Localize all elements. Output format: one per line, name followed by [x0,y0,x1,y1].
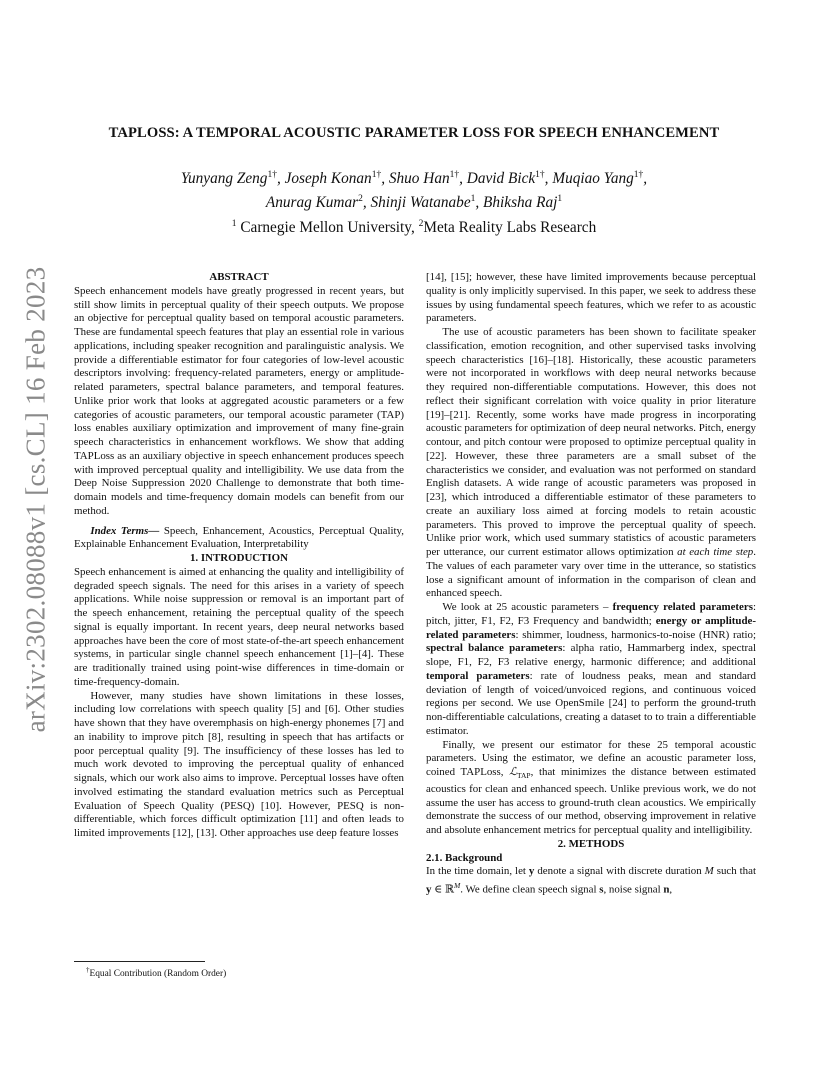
index-terms-text: Speech, Enhancement, Acoustics, Perceptual Quality, Explainable Enhancement Evaluation, Interpretability [74,524,404,551]
author-mark: 1† [535,170,545,180]
intro-paragraph: However, many studies have shown limitations in these losses, including low correlations with speech quality [5] and [6]. Other studies have shown that they have overemphasis on high-energy phonemes [7] and an inability to improve pitch [8], resulting in speech that has artifacts or poor perceptual quality [9]. The insufficiency of these losses has led to much work devoted to improving the perceptual quality of enhanced signals, which our work also aims to improve. Perceptual losses have often involved estimating the standard evaluation metrics such as Perceptual Evaluation of Speech Quality (PESQ) [10]. However, PESQ is non-differentiable, which forces difficult optimization [11] and often leads to limited improvements [12], [13]. Other approaches use deep feature losses [74,689,404,839]
intro-text: : alpha ratio, Hammarberg index, spectral slope, F1, F2, F3 relative energy, harmonic difference; and additional [426,642,756,668]
abstract-heading: ABSTRACT [209,271,269,283]
abstract-text: Speech enhancement models have greatly progressed in recent years, but still show limits in perceptual quality of their speech outputs. We propose an objective for perceptual quality based on temporal acoustic parameters. These are fundamental speech features that play an essential role in various applications, including speaker recognition and paralinguistic analysis. We provide a differentiable estimator for four categories of low-level acoustic descriptors involving: frequency-related parameters, energy or amplitude-related parameters, spectral balance parameters, and temporal features. Unlike prior work that looks at aggregated acoustic parameters or a few categories of acoustic parameters, our temporal acoustic parameter (TAP) loss enables auxiliary optimization and improvement of many fine-grain speech characteristics in enhancement workflows. We show that adding TAPLoss as an auxiliary objective in speech enhancement produces speech with improved perceptual quality and intelligibility. We use data from the Deep Noise Suppression 2020 Challenge to demonstrate that both time-domain models and time-frequency domain models can benefit from our method. [74,284,404,517]
intro-bold-term: frequency related parameters [612,601,753,613]
index-terms-label: Index Terms— [90,524,160,537]
author-name: Muqiao Yang [552,170,634,188]
footnote-mark: † [86,966,90,974]
author-mark: 1† [633,170,644,180]
loss-symbol-sub: TAP [517,771,531,781]
index-terms [74,525,404,553]
methods-text: denote a signal with discrete duration [534,865,705,878]
intro-text: The use of acoustic parameters has been shown to facilitate speaker classification, emotion recognition, and other supervised tasks involving speech characteristics [16]–[18]. Historically, these acoustic parameters were not incorporated in workflows with deep neural networks because they required non-differentiable computations. However, this does not reflect their significant correlation with voice quality in prior literature [19]–[21]. Recently, some works have made progress in incorporating acoustic parameters for optimization of deep neural networks. Pitch, energy contour, and pitch contour were proposed to optimize perceptual quality in [22]. However, these three parameters are a small subset of the characteristics we consider, and evaluation was not performed on standard English datasets. A wide range of acoustic parameters was proposed in [23], which introduced a differentiable estimator of these parameters to create an auxiliary loss aimed at forcing models to retain acoustic parameters. This proved to improve the perceptual quality of speech. Unlike prior work, which used summary statistics of acoustic parameters per utterance, our current estimator allows optimization [426,326,756,558]
intro-paragraph: Speech enhancement is aimed at enhancing the quality and intelligibility of degraded speech signals. The need for this arises in a variety of speech applications. While noise suppression or removal is an important part of the speech enhancement, retaining the perceptual quality of the speech signal is equally important. In recent years, deep neural networks based approaches have been the core of most state-of-the-art speech enhancement systems, in particular single channel speech enhancement [1]–[4]. These are traditionally trained using point-wise differences in time-domain or time-frequency-domain. [74,565,404,688]
intro-text: , that minimizes the distance between estimated acoustics for clean and enhanced speech. Unlike previous work, we do not assume the user has access to ground-truth clean acoustics. We empirically demonstrate the success of our method, observing improvement in relative and absolute enhancement metrics for perceptual quality and intelligibility. [426,766,757,837]
intro-text: : shimmer, loudness, harmonics-to-noise (HNR) ratio; [515,628,757,641]
footnote [74,961,404,979]
methods-text: , noise signal [603,883,664,896]
intro-text: We look at 25 acoustic parameters – [442,601,613,613]
methods-text: , [669,883,673,896]
methods-heading: 2. METHODS [557,837,625,850]
author-name: Joseph Konan [284,170,372,188]
intro-bold-term: energy or amplitude-related parameters [426,614,756,641]
author-name: David Bick [466,170,536,188]
author-mark: 1† [371,170,382,180]
right-column [426,271,756,898]
author-name: Yunyang Zeng [180,170,268,188]
affil-name: Carnegie Mellon University, [236,219,419,237]
footnote-rule [74,961,205,962]
affil-mark: 2 [418,219,424,229]
methods-text: such that [713,865,756,878]
intro-text: : rate of loudness peaks, mean and standard deviation of length of voiced/unvoiced regions, and continuous voiced regions per second. We use OpenSmile [24] to perform the ground-truth non-differentiable calculations, creating a dataset to to train a differentiable estimator. [426,669,756,737]
intro-emphasis: at each time step [677,546,754,558]
author-name: Shuo Han [388,170,450,188]
intro-bold-term: spectral balance parameters [426,642,563,655]
author-mark: 2 [358,194,363,205]
left-column [74,271,404,841]
math-sup: M [454,881,461,891]
author-name: Bhiksha Raj [483,194,558,212]
intro-paragraph [426,739,756,838]
author-mark: 1† [267,170,277,180]
loss-symbol [509,766,531,781]
footnote-text [74,966,404,979]
author-name: Shinji Watanabe [370,194,471,212]
author-name: Anurag Kumar [265,194,359,212]
math-var: M [704,865,714,878]
intro-paragraph: [14], [15]; however, these have limited improvements because perceptual quality is only implicitly supervised. In this paper, we seek to address these issues by using fundamental speech features, which we refer to as acoustic parameters. [426,271,756,325]
math-var: s [599,883,604,896]
author-mark: 1 [557,194,563,205]
math-var: n [663,883,670,896]
affiliations [100,219,728,237]
methods-text: . We define clean speech signal [460,883,600,896]
methods-text: In the time domain, let [426,865,529,878]
intro-paragraph [426,326,756,601]
arxiv-id-text: arXiv:2302.08088v1 [cs.CL] 16 Feb 2023 [20,266,51,732]
footnote-body: Equal Contribution (Random Order) [89,969,227,980]
author-mark: 1† [449,170,460,180]
paper-title: TAPLOSS: A TEMPORAL ACOUSTIC PARAMETER LOSS FOR SPEECH ENHANCEMENT [108,125,720,141]
affil-mark: 1 [231,219,237,229]
background-subheading: 2.1. Background [426,851,503,864]
math-var: y [528,865,535,878]
intro-heading: 1. INTRODUCTION [189,552,289,564]
math-var: y [426,883,432,896]
loss-symbol-letter: ℒ [509,766,518,778]
author-list: Yunyang Zeng$^{1\dagger}$, Joseph Konan$^{1\dagger}$, Shuo Han$^{1\dagger}$, David Bick$^{1\dagger}$, Muqiao Yang$^{1\dagger}$, Anurag Kumar$^2$, Shinji Watanabe$^1$, Bhiksha Raj$^1$ [180,170,648,212]
author-mark: 1 [470,194,476,205]
methods-paragraph [426,865,756,897]
intro-paragraph [426,601,756,739]
intro-text: Finally, we present our estimator for these 25 temporal acoustic parameters. Using the estimator, we define an acoustic parameter loss, coined TAPLoss, [426,738,756,778]
affil-name: Meta Reality Labs Research [423,219,597,237]
math-set: ∈ ℝ [431,883,455,896]
arxiv-identifier [6,266,66,732]
intro-text: . The values of each parameter vary over time in the utterance, so statistics lose a significant amount of information in the comparison of clean and enhanced speech. [426,546,756,600]
intro-bold-term: temporal parameters [426,669,530,682]
intro-text: : pitch, jitter, F1, F2, F3 Frequency and bandwidth; [426,601,756,627]
